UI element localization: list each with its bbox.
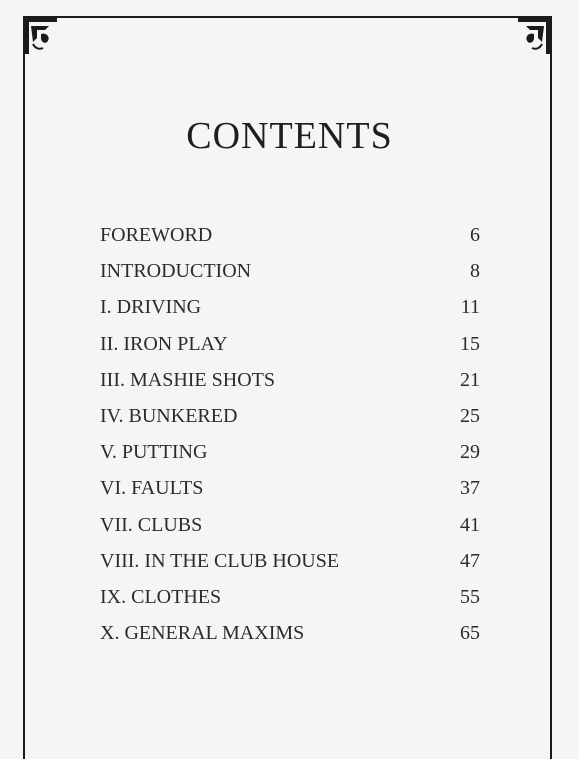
toc-entry-page-number: 8: [470, 260, 480, 283]
toc-entry-page-number: 55: [460, 585, 480, 608]
toc-entry: [100, 369, 480, 405]
toc-entry: [100, 296, 480, 332]
toc-entry-page-number: 47: [460, 549, 480, 572]
fleuron-corner-icon: [23, 16, 57, 54]
toc-entry-page-number: 37: [460, 477, 480, 500]
toc-entry-page-number: 41: [460, 513, 480, 536]
toc-entry: [100, 405, 480, 441]
toc-entry-label: IX. CLOTHES: [100, 585, 222, 608]
toc-entry-page-number: 15: [460, 332, 480, 355]
toc-entry: [100, 477, 480, 513]
toc-entry: [100, 514, 480, 550]
toc-entry-label: IV. BUNKERED: [100, 404, 238, 427]
toc-entry: [100, 441, 480, 477]
toc-entry-page-number: 6: [470, 224, 480, 246]
toc-entry-page-number: 11: [460, 296, 480, 319]
toc-entry-label: VII. CLUBS: [100, 513, 203, 536]
table-of-contents: [100, 224, 480, 658]
toc-entry-label: III. MASHIE SHOTS: [100, 368, 275, 391]
toc-entry-label: FOREWORD: [100, 224, 213, 246]
toc-entry-label: I. DRIVING: [100, 296, 202, 319]
fleuron-corner-icon: [518, 16, 552, 54]
toc-entry-label: X. GENERAL MAXIMS: [100, 622, 305, 645]
toc-entry-label: II. IRON PLAY: [100, 332, 228, 355]
toc-entry: [100, 586, 480, 622]
toc-entry-label: INTRODUCTION: [100, 260, 252, 283]
toc-entry-label: VI. FAULTS: [100, 477, 204, 500]
toc-entry-page-number: 21: [460, 368, 480, 391]
toc-entry-page-number: 65: [460, 622, 480, 645]
toc-entry-label: V. PUTTING: [100, 441, 208, 464]
toc-entry-page-number: 25: [460, 404, 480, 427]
toc-entry-label: VIII. IN THE CLUB HOUSE: [100, 549, 340, 572]
toc-entry: [100, 622, 480, 658]
toc-entry-page-number: 29: [460, 441, 480, 464]
page-title: CONTENTS: [186, 115, 393, 157]
toc-entry: [100, 333, 480, 369]
toc-entry: [100, 260, 480, 296]
toc-entry: [100, 550, 480, 586]
toc-entry: [100, 224, 480, 260]
